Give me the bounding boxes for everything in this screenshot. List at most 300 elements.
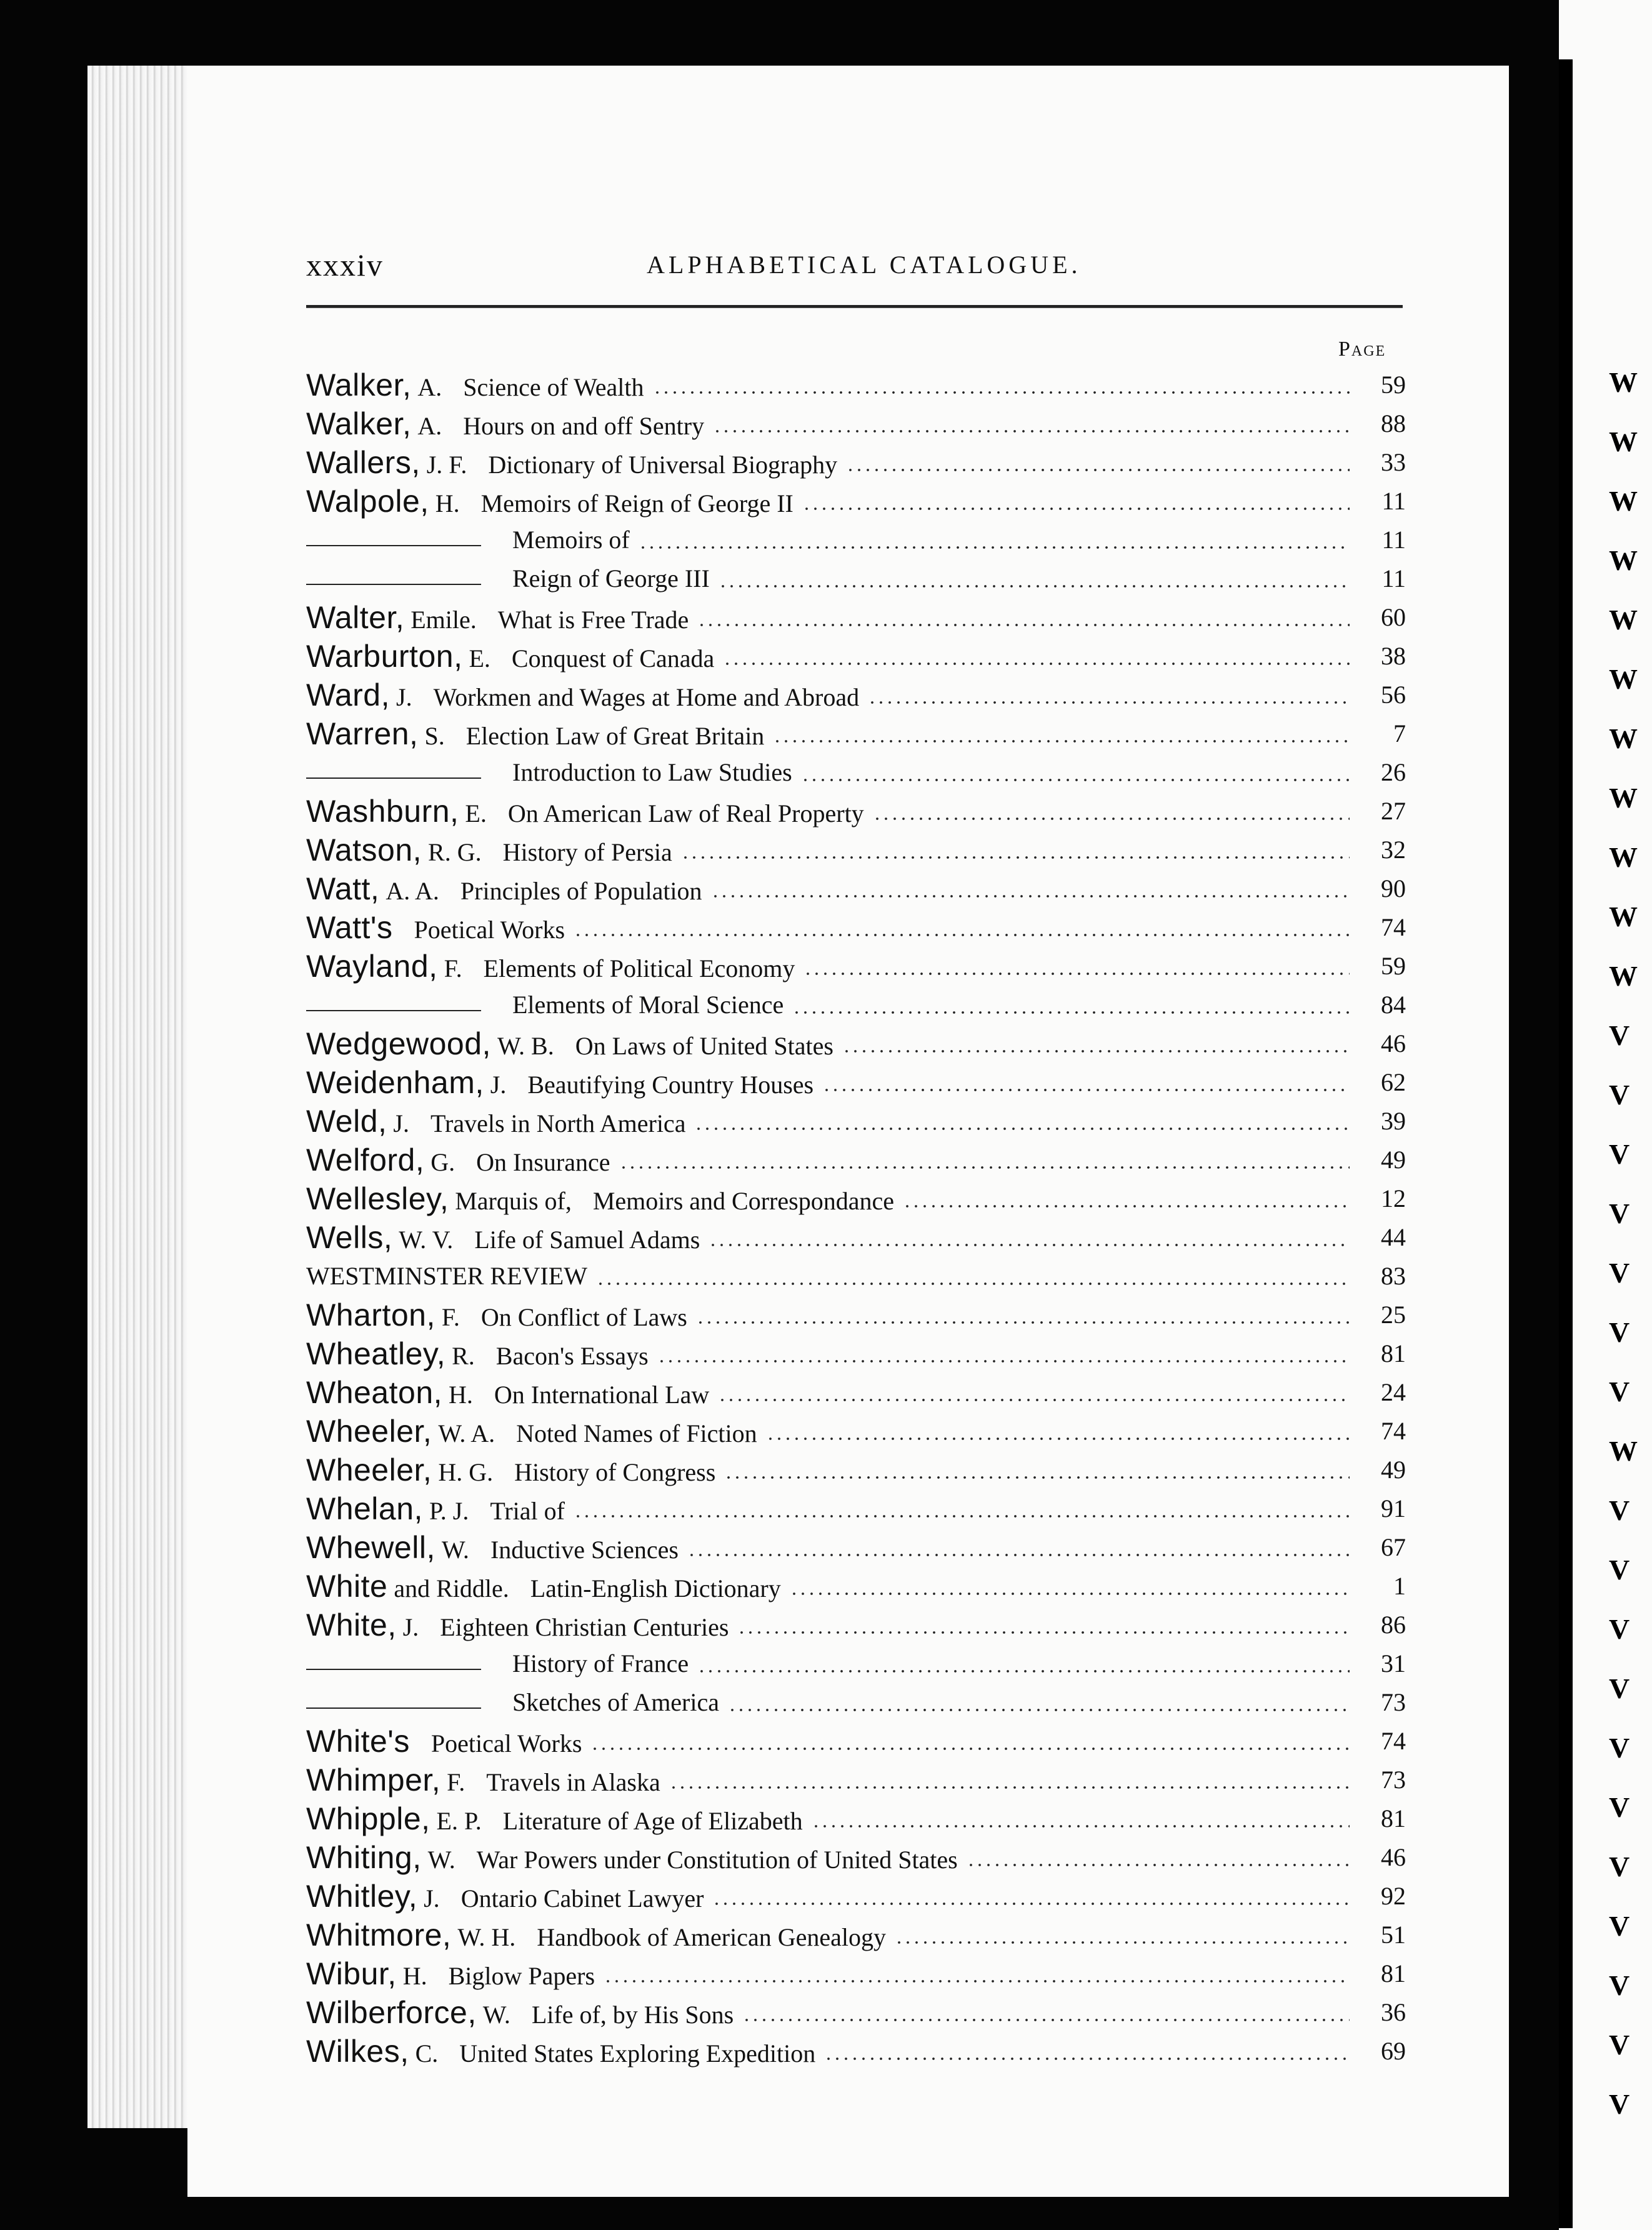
catalogue-entry (306, 1412, 1406, 1451)
facing-page-letter: W (1609, 485, 1638, 517)
entry-title: Election Law of Great Britain (465, 722, 765, 750)
entry-page-number: 88 (1381, 409, 1406, 438)
entry-text (306, 1181, 894, 1216)
catalogue-entry (306, 598, 1406, 637)
gutter-shadow (1559, 59, 1573, 2228)
header-rule (306, 305, 1403, 308)
entry-page-number: 90 (1381, 874, 1406, 902)
facing-page-letter: V (1609, 2029, 1630, 2061)
catalogue-entry (306, 753, 1406, 792)
dot-leader (596, 1282, 1350, 1286)
ditto-dash (306, 1669, 481, 1670)
dot-leader (903, 1204, 1350, 1208)
facing-page-letter: W (1609, 663, 1638, 695)
entry-page-number: 81 (1381, 1804, 1406, 1832)
ditto-dash (306, 1708, 481, 1709)
entry-text (306, 832, 672, 868)
entry-text (306, 758, 792, 786)
entry-title: Trial of (490, 1497, 565, 1525)
catalogue-entry (306, 792, 1406, 831)
entry-title: Handbook of American Genealogy (537, 1923, 886, 1951)
entry-text (306, 1530, 679, 1565)
dot-leader (873, 817, 1350, 821)
dot-leader (724, 1476, 1350, 1479)
catalogue-entry (306, 1489, 1406, 1528)
facing-page-letter: W (1609, 841, 1638, 873)
entry-page-number: 62 (1381, 1068, 1406, 1096)
entry-title: Eighteen Christian Centuries (440, 1613, 729, 1641)
dot-leader (574, 1514, 1350, 1518)
facing-page-letter: W (1609, 782, 1638, 814)
dot-leader (895, 1941, 1350, 1944)
facing-page-letter: W (1609, 960, 1638, 992)
entry-text (306, 526, 630, 554)
catalogue-entry (306, 482, 1406, 521)
catalogue-entry (306, 1451, 1406, 1489)
entry-author: Wellesley, (306, 1181, 449, 1216)
facing-page-letter: V (1609, 1672, 1630, 1704)
entry-author: Wheatley, (306, 1336, 446, 1371)
entry-page-number: 12 (1381, 1184, 1406, 1212)
catalogue-entry (306, 1179, 1406, 1218)
entry-title: Memoirs of Reign of George II (480, 489, 794, 518)
entry-initials: Marquis of, (455, 1187, 572, 1215)
entry-initials: J. (402, 1613, 419, 1641)
entry-author: Wells, (306, 1220, 393, 1255)
entry-initials: G. (430, 1148, 455, 1176)
entry-initials: H. (402, 1962, 427, 1990)
entry-title: Life of, by His Sons (531, 2001, 734, 2029)
facing-page-letter: V (1609, 1079, 1630, 1111)
entry-author: White's (306, 1724, 410, 1759)
entry-author: Ward, (306, 678, 390, 712)
catalogue-entry (306, 1567, 1406, 1606)
entry-page-number: 39 (1381, 1107, 1406, 1135)
entry-initials: W. V. (399, 1226, 454, 1254)
entry-author: Warburton, (306, 639, 463, 674)
catalogue-entry (306, 1683, 1406, 1722)
entry-title: Sketches of America (512, 1688, 719, 1716)
facing-page-letter: V (1609, 2088, 1630, 2120)
catalogue-entry (306, 986, 1406, 1024)
dot-leader (742, 2018, 1350, 2022)
entry-title: Ontario Cabinet Lawyer (460, 1884, 704, 1912)
entry-title: Travels in Alaska (486, 1768, 660, 1796)
entry-text (306, 949, 795, 984)
dot-leader (619, 1166, 1350, 1169)
catalogue-entry (306, 1218, 1406, 1257)
entry-author: Whelan, (306, 1491, 423, 1526)
entry-title: Workmen and Wages at Home and Abroad (433, 683, 860, 711)
entry-title: History of Congress (514, 1458, 716, 1486)
entry-page-number: 81 (1381, 1959, 1406, 1988)
entry-text (306, 639, 715, 674)
facing-page-letter: V (1609, 1791, 1630, 1823)
dot-leader (812, 1824, 1350, 1828)
entry-title: On Laws of United States (575, 1032, 833, 1060)
entry-text (306, 368, 644, 402)
catalogue-entry (306, 559, 1406, 598)
facing-page-letter: W (1609, 722, 1638, 754)
entry-author: Wallers, (306, 445, 420, 480)
dot-leader (712, 1902, 1350, 1906)
entry-text (306, 1452, 716, 1488)
dot-leader (604, 1979, 1350, 1983)
entry-title: Latin-English Dictionary (530, 1574, 781, 1602)
entry-page-number: 36 (1381, 1998, 1406, 2026)
catalogue-entry (306, 521, 1406, 559)
catalogue-entry (306, 1528, 1406, 1567)
dot-leader (669, 1786, 1350, 1789)
entry-initials: J. (490, 1071, 507, 1099)
entry-author: Walker, (306, 368, 412, 402)
entry-author: Whipple, (306, 1801, 430, 1836)
entry-title: History of France (512, 1649, 689, 1678)
entry-title: Inductive Sciences (490, 1536, 679, 1564)
entry-author: Wibur, (306, 1956, 397, 1991)
entry-initials: S. (424, 722, 445, 750)
entry-initials: J. F. (426, 451, 467, 479)
catalogue-entry (306, 1141, 1406, 1179)
entry-text (306, 1298, 687, 1332)
entry-text (306, 1649, 689, 1678)
entry-title: Travels in North America (430, 1109, 686, 1138)
entry-page-number: 81 (1381, 1339, 1406, 1368)
facing-page-letter: V (1609, 1732, 1630, 1764)
entry-page-number: 27 (1381, 797, 1406, 825)
dot-leader (792, 1011, 1350, 1014)
catalogue-entry (306, 1916, 1406, 1954)
entry-author: Wilberforce, (306, 1995, 477, 2030)
entry-initials: F. (441, 1303, 460, 1331)
entry-text (306, 1262, 587, 1290)
catalogue-entry (306, 676, 1406, 714)
entry-page-number: 91 (1381, 1494, 1406, 1522)
entry-page-number: 73 (1381, 1688, 1406, 1716)
dot-leader (737, 1631, 1350, 1634)
entry-text (306, 1569, 781, 1604)
dot-leader (590, 1747, 1350, 1751)
dot-leader (696, 1321, 1350, 1324)
entry-page-number: 67 (1381, 1533, 1406, 1561)
entry-text (306, 1956, 595, 1991)
catalogue-entry (306, 1644, 1406, 1683)
entry-author: Whewell, (306, 1530, 435, 1565)
entry-title: Memoirs of (512, 526, 630, 554)
entry-initials: A. (417, 412, 442, 440)
entry-initials: H. (435, 489, 460, 518)
catalogue-entry (306, 404, 1406, 443)
entry-page-number: 46 (1381, 1029, 1406, 1058)
facing-page-letter: W (1609, 1435, 1638, 1467)
entry-author: Walter, (306, 600, 405, 635)
entry-title: Life of Samuel Adams (474, 1226, 700, 1254)
facing-page-letter: W (1609, 426, 1638, 458)
catalogue-entry (306, 1799, 1406, 1838)
entry-author: Whimper, (306, 1762, 441, 1798)
entry-title: Bacon's Essays (495, 1342, 649, 1370)
entry-author: Whitmore, (306, 1918, 452, 1952)
catalogue-entry (306, 1024, 1406, 1063)
entry-author: Walker, (306, 406, 412, 441)
facing-page-letter: V (1609, 1910, 1630, 1942)
catalogue-entry (306, 1838, 1406, 1877)
facing-page-letter: V (1609, 1554, 1630, 1586)
catalogue-entry (306, 1722, 1406, 1761)
entry-author: Weidenham, (306, 1065, 484, 1100)
facing-page-letter: V (1609, 1376, 1630, 1408)
dot-leader (773, 739, 1350, 743)
catalogue-entry (306, 1063, 1406, 1102)
entry-initials: P. J. (429, 1497, 469, 1525)
catalogue-entry (306, 1606, 1406, 1644)
entry-page-number: 51 (1381, 1921, 1406, 1949)
ditto-dash (306, 584, 481, 585)
entry-author: Whiting, (306, 1840, 422, 1875)
entry-initials: J. (393, 1109, 409, 1138)
entry-initials: F. (444, 954, 462, 982)
entry-initials: F. (447, 1768, 465, 1796)
entry-text (306, 1879, 704, 1914)
entry-title: Hours on and off Sentry (463, 412, 705, 440)
catalogue-entry (306, 1257, 1406, 1296)
entry-title: Conquest of Canada (511, 644, 715, 672)
entry-text (306, 678, 860, 712)
entry-title: United States Exploring Expedition (459, 2039, 816, 2068)
facing-page-letter: W (1609, 604, 1638, 636)
entry-page-number: 59 (1381, 952, 1406, 980)
facing-page-letter: V (1609, 1257, 1630, 1289)
facing-page-letter: W (1609, 901, 1638, 932)
entry-page-number: 38 (1381, 642, 1406, 670)
facing-page-letter: V (1609, 1494, 1630, 1526)
entry-author: White, (306, 1608, 397, 1642)
dot-leader (681, 856, 1350, 859)
entry-author: Wheeler, (306, 1414, 432, 1449)
entry-page-number: 46 (1381, 1843, 1406, 1871)
entry-title: What is Free Trade (497, 606, 689, 634)
entry-page-number: 25 (1381, 1301, 1406, 1329)
facing-page-letter: V (1609, 1198, 1630, 1229)
facing-page-letter: W (1609, 366, 1638, 398)
entry-initials: H. (449, 1381, 473, 1409)
catalogue-entry (306, 1877, 1406, 1916)
entry-initials: W. H. (457, 1923, 516, 1951)
entry-page-number: 74 (1381, 1417, 1406, 1445)
dot-leader (574, 933, 1350, 937)
entry-title: History of Persia (502, 838, 672, 866)
dot-leader (822, 1088, 1350, 1092)
entry-title: Biglow Papers (448, 1962, 595, 1990)
catalogue-entry (306, 869, 1406, 908)
dot-leader (709, 1243, 1350, 1247)
catalogue-entry (306, 1373, 1406, 1412)
dot-leader (868, 701, 1350, 704)
dot-leader (719, 584, 1350, 588)
dot-leader (711, 894, 1350, 898)
dot-leader (697, 1669, 1350, 1673)
entry-page-number: 44 (1381, 1223, 1406, 1251)
entry-page-number: 26 (1381, 758, 1406, 786)
entry-page-number: 74 (1381, 1727, 1406, 1755)
facing-page-letter: V (1609, 1316, 1630, 1348)
dot-leader (842, 1049, 1350, 1053)
entry-page-number: 7 (1393, 719, 1406, 748)
page-title: ALPHABETICAL CATALOGUE. (647, 251, 1082, 279)
catalogue-entry (306, 1102, 1406, 1141)
entry-page-number: 31 (1381, 1649, 1406, 1678)
entry-initials: A. (417, 373, 442, 401)
facing-page-letter: V (1609, 1851, 1630, 1882)
catalogue-entry (306, 1761, 1406, 1799)
dot-leader (790, 1592, 1350, 1596)
entry-text (306, 1688, 719, 1716)
entry-initials: C. (415, 2039, 439, 2068)
entry-title: Poetical Works (430, 1729, 582, 1758)
entry-text (306, 794, 864, 829)
entry-page-number: 74 (1381, 913, 1406, 941)
facing-page-letter: V (1609, 1969, 1630, 2001)
entry-initials: W. (427, 1846, 455, 1874)
entry-page-number: 11 (1381, 564, 1406, 592)
entry-initials: A. A. (386, 877, 439, 905)
entry-text (306, 1142, 610, 1178)
entry-title: On Conflict of Laws (480, 1303, 687, 1331)
catalogue-entry (306, 1993, 1406, 2032)
entry-author: Weld, (306, 1104, 387, 1139)
entry-initials: E. (465, 799, 487, 828)
dot-leader (967, 1863, 1350, 1867)
entry-text (306, 1724, 582, 1759)
facing-page-letter: V (1609, 1138, 1630, 1170)
entry-author: Wedgewood, (306, 1026, 491, 1061)
entry-title: Poetical Works (414, 916, 565, 944)
entry-text (306, 1801, 803, 1836)
dot-leader (801, 778, 1350, 782)
entry-text (306, 1414, 757, 1449)
ditto-dash (306, 1010, 481, 1011)
entry-page-number: 11 (1381, 526, 1406, 554)
dot-leader (802, 507, 1350, 511)
entry-title: Memoirs and Correspondance (592, 1187, 894, 1215)
dot-leader (687, 1553, 1350, 1557)
entry-initials: H. G. (438, 1458, 494, 1486)
entry-text (306, 1104, 686, 1139)
entry-author: Wharton, (306, 1298, 435, 1332)
catalogue-entry (306, 1954, 1406, 1993)
entry-page-number: 32 (1381, 836, 1406, 864)
catalogue-entry (306, 443, 1406, 482)
entry-page-number: 11 (1381, 487, 1406, 515)
entry-title: Literature of Age of Elizabeth (502, 1807, 803, 1835)
entry-initials: W. A. (438, 1419, 495, 1448)
entry-page-number: 49 (1381, 1146, 1406, 1174)
entry-title: Elements of Political Economy (483, 954, 795, 982)
ditto-dash (306, 778, 481, 779)
page-edges (87, 66, 200, 2128)
catalogue-entries (306, 366, 1406, 2071)
entry-page-number: 92 (1381, 1882, 1406, 1910)
entry-page-number: 33 (1381, 448, 1406, 476)
entry-text (306, 1491, 565, 1526)
entry-page-number: 60 (1381, 603, 1406, 631)
entry-text (306, 910, 565, 945)
entry-text (306, 1065, 814, 1100)
entry-initials: WESTMINSTER REVIEW (306, 1262, 587, 1290)
entry-text (306, 716, 765, 751)
entry-title: Dictionary of Universal Biography (488, 451, 838, 479)
facing-page-letter: V (1609, 1613, 1630, 1645)
running-head (306, 247, 1400, 291)
catalogue-entry (306, 2032, 1406, 2071)
entry-initials: R. G. (428, 838, 482, 866)
dot-leader (694, 1127, 1350, 1131)
entry-text (306, 1762, 660, 1798)
dot-leader (653, 391, 1350, 394)
entry-title: Reign of George III (512, 564, 710, 592)
entry-initials: Emile. (411, 606, 477, 634)
dot-leader (639, 546, 1350, 549)
entry-page-number: 84 (1381, 991, 1406, 1019)
catalogue-entry (306, 1296, 1406, 1334)
catalogue-entry (306, 908, 1406, 947)
entry-initials: W. (441, 1536, 469, 1564)
entry-page-number: 1 (1393, 1572, 1406, 1600)
entry-title: Noted Names of Fiction (516, 1419, 757, 1448)
entry-title: On Insurance (476, 1148, 610, 1176)
dot-leader (728, 1708, 1350, 1712)
entry-initials: W. (482, 2001, 510, 2029)
entry-initials: J. (396, 683, 412, 711)
entry-text (306, 1220, 700, 1255)
entry-title: Introduction to Law Studies (512, 758, 792, 786)
entry-author: Watt, (306, 871, 380, 906)
entry-page-number: 24 (1381, 1378, 1406, 1406)
entry-initials: E. P. (436, 1807, 482, 1835)
dot-leader (718, 1398, 1350, 1402)
catalogue-entry (306, 947, 1406, 986)
entry-author: Whitley, (306, 1879, 418, 1914)
dot-leader (723, 662, 1350, 666)
entry-title: On American Law of Real Property (507, 799, 864, 828)
entry-author: Wilkes, (306, 2034, 409, 2069)
entry-author: Welford, (306, 1142, 425, 1178)
entry-text (306, 1336, 649, 1371)
facing-page-letter: W (1609, 544, 1638, 576)
entry-page-number: 83 (1381, 1262, 1406, 1290)
entry-title: Science of Wealth (463, 373, 644, 401)
entry-author: Wheeler, (306, 1452, 432, 1488)
catalogue-entry (306, 366, 1406, 404)
dot-leader (804, 972, 1350, 976)
entry-page-number: 59 (1381, 371, 1406, 399)
entry-text (306, 1026, 833, 1061)
catalogue-entry (306, 637, 1406, 676)
entry-author: Washburn, (306, 794, 459, 829)
entry-title: War Powers under Constitution of United States (476, 1846, 958, 1874)
entry-author: Wayland, (306, 949, 438, 984)
entry-text (306, 1995, 734, 2030)
entry-page-number: 56 (1381, 681, 1406, 709)
dot-leader (697, 623, 1350, 627)
catalogue-entry (306, 1334, 1406, 1373)
entry-page-number: 69 (1381, 2037, 1406, 2065)
dot-leader (766, 1437, 1350, 1441)
entry-text (306, 600, 689, 635)
entry-title: Elements of Moral Science (512, 991, 784, 1019)
dot-leader (824, 2057, 1350, 2061)
facing-page-letter: V (1609, 1019, 1630, 1051)
